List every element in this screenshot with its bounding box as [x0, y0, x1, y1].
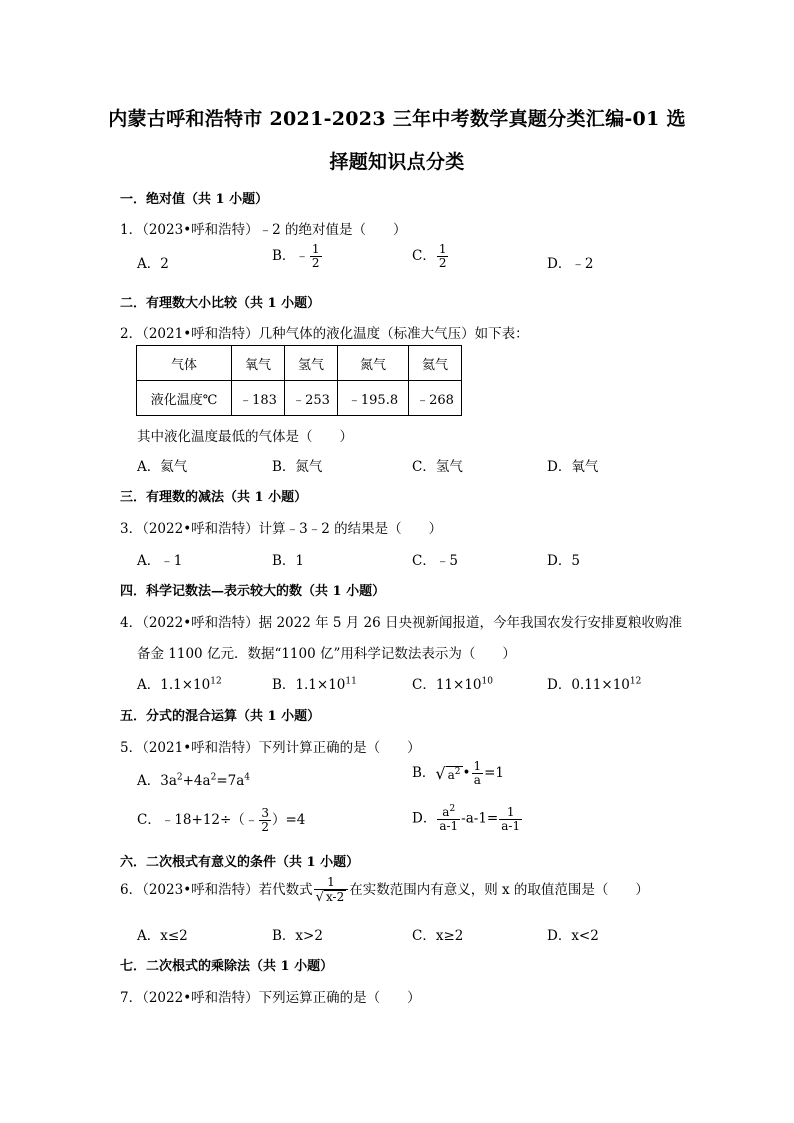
fraction: $\frac{1}{√ x-2}$ [314, 876, 349, 905]
table-cell: 氧气 [232, 346, 285, 381]
q3-option-c: C．﹣5 [412, 553, 458, 569]
document-title-line-1: 内蒙古呼和浩特市 2021-2023 三年中考数学真题分类汇编-01 选 [108, 108, 686, 130]
table-row [137, 346, 462, 381]
q6-option-b: B．x>2 [272, 928, 323, 944]
table-cell: ﹣268 [409, 381, 462, 416]
table-cell: ﹣195.8 [338, 381, 409, 416]
section-heading-1: 一．绝对值（共 1 小题） [120, 192, 269, 207]
fraction: $\frac{1}{2}$ [311, 242, 320, 271]
question-7-stem: 7．（2022•呼和浩特）下列运算正确的是（ ） [120, 990, 421, 1006]
q2-option-c: C．氢气 [412, 459, 463, 475]
fraction: $\frac{3}{2}$ [261, 806, 269, 835]
q4-option-a: A．$1.1\times 10^{12}$ [137, 676, 222, 693]
question-3-stem: 3．（2022•呼和浩特）计算﹣3﹣2 的结果是（ ） [120, 521, 443, 537]
q4-option-d: D．$0.11\times 10^{12}$ [547, 676, 642, 693]
question-2-follow: 其中液化温度最低的气体是（ ） [137, 429, 353, 445]
section-heading-5: 五．分式的混合运算（共 1 小题） [120, 709, 321, 724]
q5-option-b: B．√ $a^2$ • $\frac{1}{a}$ =1 [412, 759, 505, 788]
section-heading-2: 二．有理数大小比较（共 1 小题） [120, 296, 321, 311]
q4-option-c: C．$11\times 10^{10}$ [412, 676, 493, 693]
q6-option-a: A．x≤2 [137, 928, 188, 944]
table-cell: 液化温度℃ [137, 381, 232, 416]
question-5-stem: 5．（2021•呼和浩特）下列计算正确的是（ ） [120, 740, 421, 756]
question-4-stem-line-1: 4．（2022•呼和浩特）据 2022 年 5 月 26 日央视新闻报道，今年我国农发行安排夏粮收购准 [120, 615, 683, 631]
q1-option-c: C． $\frac{1}{2}$ [412, 242, 447, 271]
q3-option-a: A．﹣1 [137, 553, 183, 569]
table-cell: 氦气 [409, 346, 462, 381]
fraction: $\frac{1}{a-1}$ [501, 804, 521, 833]
section-heading-3: 三．有理数的减法（共 1 小题） [120, 490, 308, 505]
table-cell: 气体 [137, 346, 232, 381]
q1-option-a: A．2 [137, 256, 169, 272]
fraction: $\frac{1}{2}$ [438, 242, 447, 271]
q6-option-c: C．x≥2 [412, 928, 464, 944]
square-root: √ $a^2$ [435, 764, 461, 784]
table-cell: 氮气 [338, 346, 409, 381]
q2-option-d: D．氧气 [547, 459, 599, 475]
table-row [137, 381, 462, 416]
table-cell: ﹣183 [232, 381, 285, 416]
section-heading-6: 六．二次根式有意义的条件（共 1 小题） [120, 855, 360, 870]
q5-option-c: C．﹣18+12÷（﹣ $\frac{3}{2}$ ）=4 [137, 806, 306, 835]
q2-option-a: A．氦气 [137, 459, 188, 475]
question-2-stem: 2．（2021•呼和浩特）几种气体的液化温度（标准大气压）如下表： [120, 326, 529, 342]
section-heading-4: 四．科学记数法—表示较大的数（共 1 小题） [120, 584, 386, 599]
q2-option-b: B．氮气 [272, 459, 323, 475]
question-6-stem: 6．（2023•呼和浩特）若代数式 $\frac{1}{√ x-2}$ 在实数范围内有意义，则 x 的取值范围是（ ） [120, 875, 649, 906]
table-cell: 氢气 [285, 346, 338, 381]
q5-option-d: D． $\frac{a^2}{a-1}$ -a-1= $\frac{1}{a-1}$ [412, 804, 521, 834]
q4-option-b: B．$1.1\times 10^{11}$ [272, 676, 357, 693]
gas-liquefaction-table [136, 345, 462, 416]
question-1-stem: 1．（2023•呼和浩特）﹣2 的绝对值是（ ） [120, 222, 407, 238]
question-4-stem-line-2: 备金 1100 亿元．数据“1100 亿”用科学记数法表示为（ ） [137, 646, 516, 662]
table-cell: ﹣253 [285, 381, 338, 416]
q1-option-d: D．﹣2 [547, 256, 594, 272]
document-title-line-2: 择题知识点分类 [329, 151, 465, 173]
fraction: $\frac{1}{a}$ [473, 759, 482, 788]
q5-option-a: A．$3a^2+4a^2=7a^4$ [137, 772, 250, 789]
q3-option-b: B．1 [272, 553, 305, 569]
fraction: $\frac{a^2}{a-1}$ [439, 804, 459, 834]
section-heading-7: 七．二次根式的乘除法（共 1 小题） [120, 959, 334, 974]
q3-option-d: D．5 [547, 553, 580, 569]
q6-option-d: D．x<2 [547, 928, 599, 944]
q1-option-b: B．﹣ $\frac{1}{2}$ [272, 242, 320, 271]
square-root: √ x-2 [315, 890, 345, 906]
